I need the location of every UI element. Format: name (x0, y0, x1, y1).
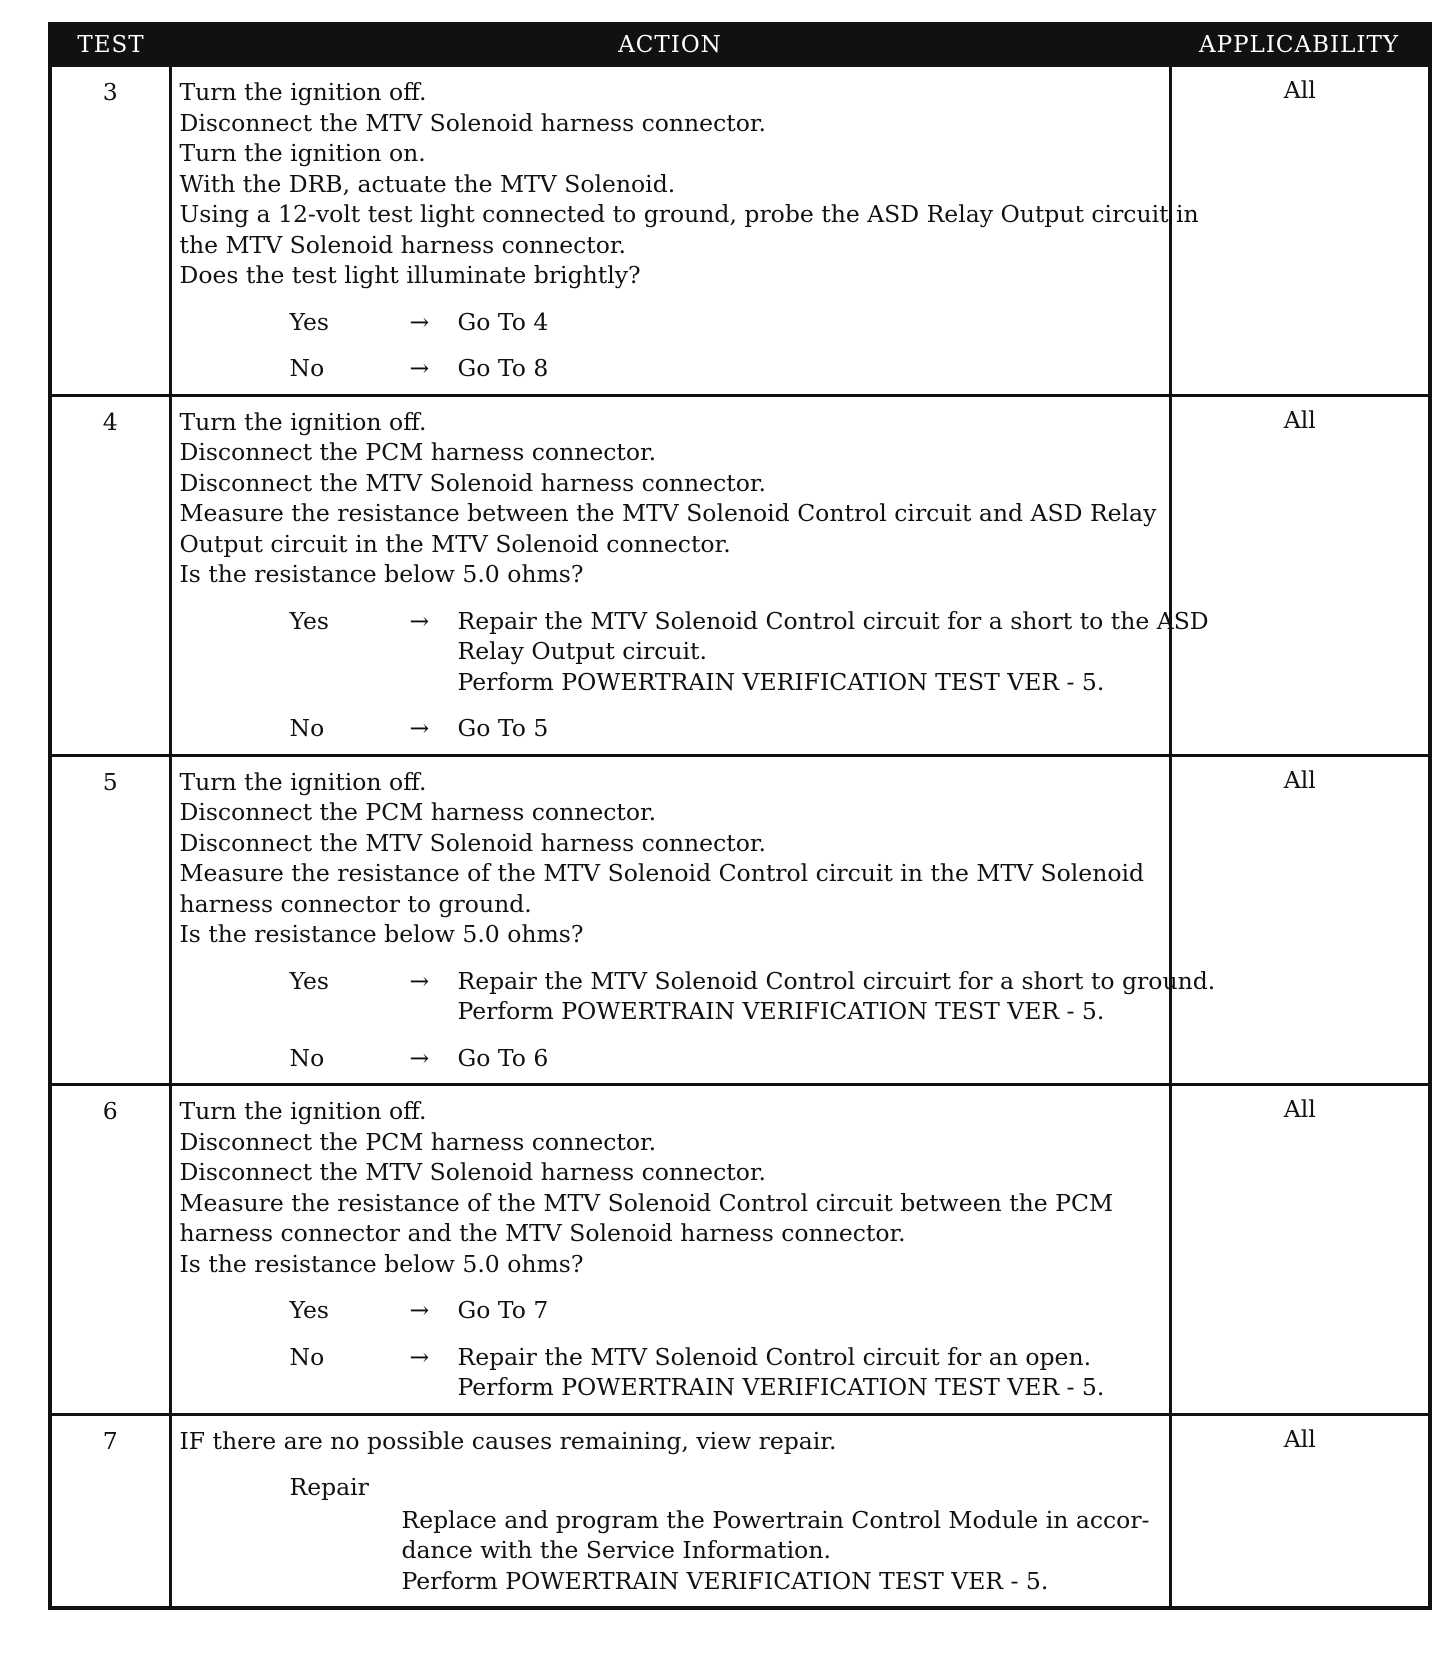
table-row (50, 755, 1430, 1085)
action-step: Measure the resistance between the MTV Solenoid Control circuit and ASD Relay (179, 499, 1157, 527)
action-step: Turn the ignition off. (179, 767, 427, 796)
action-step: Does the test light illuminate brightly? (179, 261, 641, 289)
test-number: 3 (50, 66, 170, 396)
applicability-value: All (1170, 1085, 1430, 1415)
header-applicability: APPLICABILITY (1170, 24, 1430, 66)
yes-result (458, 966, 1216, 1027)
no-outcome (180, 713, 1163, 744)
applicability-value: All (1170, 395, 1430, 755)
action-step: Turn the ignition off. (179, 78, 427, 106)
arrow-icon: → (409, 1296, 430, 1324)
no-label: No (289, 1043, 325, 1072)
action-step: Turn the ignition off. (179, 1097, 427, 1125)
no-result-line: Go To 8 (457, 354, 549, 382)
action-cell (170, 395, 1209, 755)
no-result-line: Repair the MTV Solenoid Control circuit for an open. (457, 1342, 1092, 1371)
action-step: the MTV Solenoid harness connector. (179, 230, 626, 259)
action-step: Output circuit in the MTV Solenoid connector. (179, 529, 731, 558)
yes-label: Yes (289, 1296, 329, 1324)
repair-line: Perform POWERTRAIN VERIFICATION TEST VER - 5. (401, 1566, 1049, 1595)
yes-outcome (180, 606, 1209, 698)
no-result (458, 1043, 1163, 1074)
applicability-value: All (1170, 1414, 1430, 1608)
table-row (50, 1414, 1430, 1608)
action-cell (170, 755, 1216, 1085)
yes-result (458, 307, 1163, 338)
action-step: harness connector to ground. (179, 889, 532, 918)
repair-body (180, 1505, 1163, 1597)
diagnostic-test-table (48, 22, 1432, 1610)
action-step: Disconnect the PCM harness connector. (179, 798, 657, 826)
yes-result (458, 606, 1209, 698)
no-result (458, 1342, 1163, 1403)
no-label: No (289, 354, 325, 382)
no-outcome (180, 353, 1163, 384)
action-step: Is the resistance below 5.0 ohms? (179, 1249, 584, 1278)
no-result (458, 353, 1163, 384)
yes-outcome (180, 966, 1216, 1027)
action-step: With the DRB, actuate the MTV Solenoid. (179, 169, 676, 198)
action-step: Disconnect the PCM harness connector. (179, 438, 657, 466)
action-step: Disconnect the MTV Solenoid harness connector. (179, 108, 766, 137)
action-step: Is the resistance below 5.0 ohms? (179, 920, 584, 948)
action-step: Measure the resistance of the MTV Solenoid Control circuit between the PCM (179, 1188, 1114, 1217)
action-step: Measure the resistance of the MTV Solenoid Control circuit in the MTV Solenoid (179, 859, 1145, 887)
yes-outcome (180, 307, 1163, 338)
repair-line: Replace and program the Powertrain Control Module in accor- (401, 1505, 1150, 1534)
yes-label: Yes (289, 606, 329, 635)
no-result (458, 713, 1163, 744)
arrow-icon: → (409, 354, 430, 382)
header-test: TEST (50, 24, 170, 66)
yes-result-line: Relay Output circuit. (457, 637, 707, 665)
test-number: 7 (50, 1414, 170, 1608)
yes-result-line: Go To 4 (457, 307, 549, 336)
action-step: Disconnect the PCM harness connector. (179, 1127, 657, 1156)
diagnostic-page (48, 22, 1428, 1610)
action-step: Disconnect the MTV Solenoid harness connector. (179, 828, 766, 857)
test-number: 6 (50, 1085, 170, 1415)
action-step: Disconnect the MTV Solenoid harness connector. (179, 1158, 766, 1186)
table-row (50, 395, 1430, 755)
yes-result-line: Perform POWERTRAIN VERIFICATION TEST VER - 5. (457, 997, 1105, 1025)
yes-result (458, 1295, 1163, 1326)
action-step: Using a 12-volt test light connected to ground, probe the ASD Relay Output circuit in (179, 200, 1199, 228)
action-cell (170, 66, 1199, 396)
action-cell (170, 1414, 1170, 1608)
arrow-icon: → (409, 606, 430, 635)
header-action: ACTION (170, 24, 1170, 66)
action-cell (170, 1085, 1170, 1415)
table-body (50, 66, 1430, 1609)
no-outcome (180, 1342, 1163, 1403)
yes-result-line: Repair the MTV Solenoid Control circuirt for a short to ground. (457, 966, 1216, 995)
no-outcome (180, 1043, 1163, 1074)
arrow-icon: → (409, 1043, 430, 1072)
yes-label: Yes (289, 307, 329, 336)
test-number: 5 (50, 755, 170, 1085)
arrow-icon: → (409, 966, 430, 995)
repair-line: dance with the Service Information. (401, 1536, 831, 1564)
action-step: Disconnect the MTV Solenoid harness connector. (179, 468, 766, 497)
table-row (50, 66, 1430, 396)
no-result-line: Go To 6 (457, 1043, 549, 1072)
yes-label: Yes (289, 966, 329, 995)
no-label: No (289, 714, 325, 742)
yes-outcome (180, 1295, 1163, 1326)
arrow-icon: → (409, 1342, 430, 1371)
action-step: Turn the ignition on. (179, 139, 426, 167)
applicability-value: All (1170, 755, 1430, 1085)
test-number: 4 (50, 395, 170, 755)
action-step: Turn the ignition off. (179, 407, 427, 436)
arrow-icon: → (409, 307, 430, 336)
yes-result-line: Repair the MTV Solenoid Control circuit for a short to the ASD (457, 606, 1209, 635)
yes-result-line: Go To 7 (457, 1296, 549, 1324)
yes-result-line: Perform POWERTRAIN VERIFICATION TEST VER - 5. (457, 667, 1105, 696)
arrow-icon: → (409, 714, 430, 742)
applicability-value: All (1170, 66, 1430, 396)
action-step: harness connector and the MTV Solenoid harness connector. (179, 1219, 906, 1247)
table-row (50, 1085, 1430, 1415)
action-step: IF there are no possible causes remaining, view repair. (179, 1426, 837, 1455)
repair-label: Repair (289, 1473, 369, 1501)
table-header (50, 24, 1430, 66)
no-result-line: Perform POWERTRAIN VERIFICATION TEST VER - 5. (457, 1373, 1105, 1401)
no-label: No (289, 1342, 325, 1371)
action-step: Is the resistance below 5.0 ohms? (179, 560, 584, 588)
no-result-line: Go To 5 (457, 714, 549, 742)
